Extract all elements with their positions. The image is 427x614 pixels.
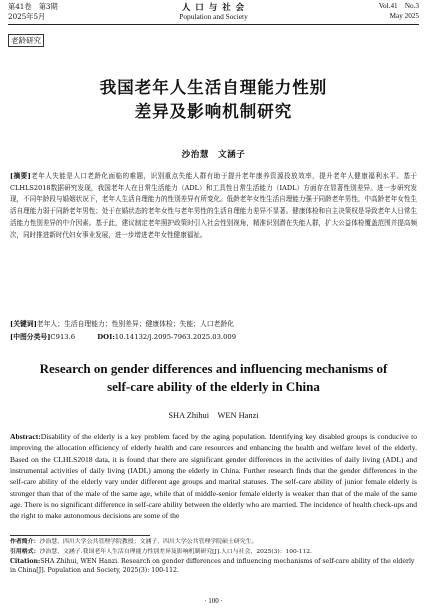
doi-value: 10.14132/j.2095-7963.2025.03.009 bbox=[114, 333, 237, 341]
abstract-en bbox=[10, 431, 417, 534]
footnote-citation-label: Citation: bbox=[10, 558, 41, 565]
title-cn-line-2: 差异及影响机制研究 bbox=[134, 102, 293, 121]
title-en-line-2: self-care ability of the elderly in China bbox=[107, 379, 320, 394]
abstract-en-label: Abstract: bbox=[10, 432, 41, 441]
footnote-author bbox=[10, 538, 417, 547]
footnote-author-label: 作者简介： bbox=[10, 538, 40, 545]
abstract-cn-label: [摘要] bbox=[10, 172, 31, 180]
journal-title-en: Population and Society bbox=[179, 12, 248, 21]
keywords-cn bbox=[10, 319, 417, 330]
footnote-cite bbox=[10, 548, 417, 557]
volume-issue-cn: 第41卷 第3期 bbox=[8, 2, 58, 11]
section-tag: 老龄研究 bbox=[8, 34, 44, 47]
keywords-cn-text: 老年人；生活自理能力；性别差异；健康体检；失能；人口老龄化 bbox=[36, 320, 234, 328]
classification-code: C913.6 bbox=[50, 333, 76, 341]
footnote-rule bbox=[10, 535, 150, 536]
footnote-cite-label: 引用格式： bbox=[10, 548, 40, 555]
doi-label: DOI: bbox=[97, 333, 115, 341]
journal-title-cn: 人 口 与 社 会 bbox=[181, 3, 246, 13]
date-cn: 2025年5月 bbox=[8, 12, 46, 21]
footnote-cite-text: 沙治慧，文涵子.我国老年人生活自理能力性别差异及影响机制研究[J].人口与社会，2025(3)：100-112. bbox=[39, 549, 312, 555]
date-en: May 2025 bbox=[389, 12, 419, 20]
title-en-line-1: Research on gender differences and influencing mechanisms of bbox=[39, 361, 388, 376]
footnote-author-text: 沙治慧，四川大学公共管理学院教授；文涵子，四川大学公共管理学院硕士研究生。 bbox=[39, 539, 258, 545]
abstract-en-text: Disability of the elderly is a key problem faced by the aging population. Identifying key disabled groups is conducive to improving the allocation efficiency of elderly health and care resources and enhancing the health and welfare level of the elderly. Based on the CLHLS2018 data, it is found that there are significant gender differences in the activities of daily living (ADL) and instrumental activities of daily living (IADL) among the elderly in China. Further research finds that the gender differences in the self-care ability of the elderly vary under different age groups and marital statuses. The self-care ability of junior female elderly is stronger than that of the male of the same age, while that of middle-senior female elderly is weaker than that of the male of the same age. There is no significant difference in self-care ability between the elderly who are married. The incidence of health check-ups and the right to make autonomous decisions are some of the bbox=[10, 432, 417, 521]
page-number: · 100 · bbox=[204, 597, 223, 605]
volume-issue-en: Vol.41 No.3 bbox=[378, 2, 419, 10]
title-cn-line-1: 我国老年人生活自理能力性别 bbox=[99, 78, 328, 97]
abstract-cn bbox=[10, 171, 417, 241]
footnote-citation-en bbox=[10, 558, 417, 575]
classification-line bbox=[10, 332, 417, 343]
header-rule bbox=[8, 24, 419, 25]
footnote-citation-text: SHA Zhihui, WEN Hanzi. Research on gender differences and influencing mechanisms of self-care ability of the elderly in China[J]. Population and Society, 2025(3): 100-112. bbox=[10, 558, 415, 574]
authors-cn: 沙治慧 文涵子 bbox=[181, 150, 246, 160]
abstract-cn-text: 老年人失能是人口老龄化面临的难题，识别重点失能人群有助于提升老年康养资源投放效率，提升老年人健康福利水平。基于CLHLS2018数据研究发现，我国老年人在日常生活能力（ADL）和工具性日常生活能力（IADL）方面存在显著性别差异。进一步研究发现，不同年龄段与婚姻状况下，老年人生活自理能力的性别差异有所变化。低龄老年女性生活自理能力强于同龄老年男性，中高龄老年女性生活自理能力弱于同龄老年男性；处于在婚状态的老年女性与老年男性的生活自理能力差异不显著。健康体检和自主决策权是导致老年人日常生活能力性别差异的中介因素。基于此，建议制定老年照护政策时引入社会性别视角，精准识别潜在失能人群，扩大公益体检覆盖范围并提高频次，同时推进新时代妇女事业发展，进一步增进老年女性健康福祉。 bbox=[10, 172, 417, 239]
authors-en: SHA Zhihui WEN Hanzi bbox=[168, 411, 259, 420]
keywords-cn-label: [关键词] bbox=[10, 320, 37, 328]
classification-label: [中图分类号] bbox=[10, 333, 51, 341]
